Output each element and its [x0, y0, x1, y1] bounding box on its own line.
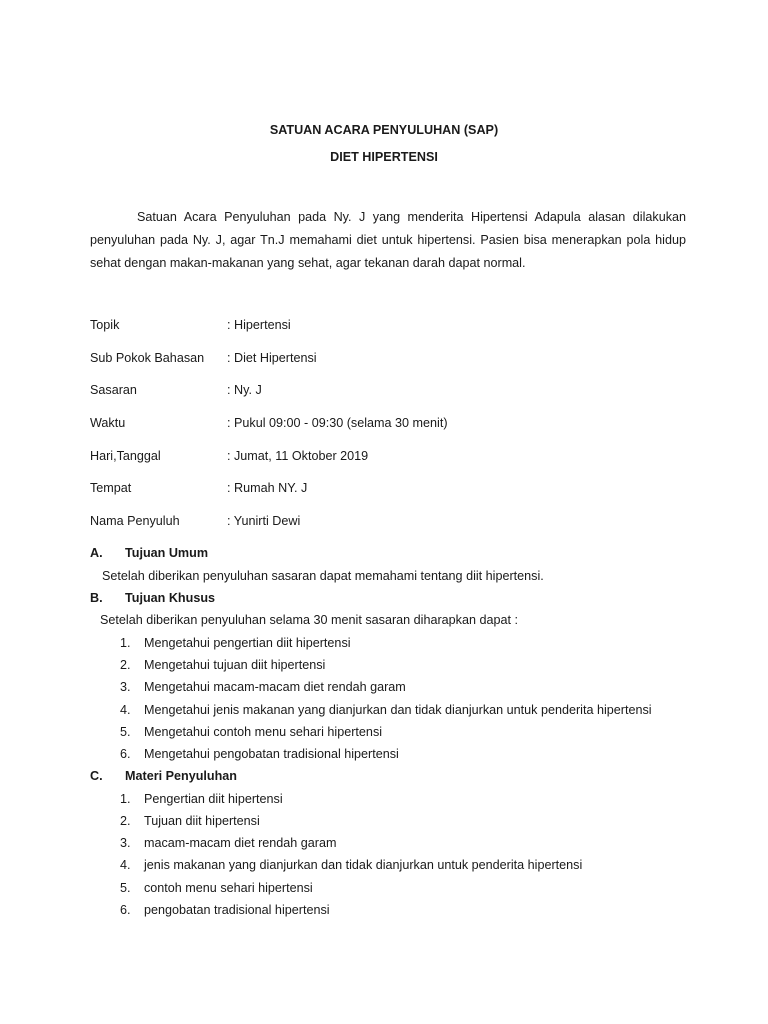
list-number: 3. [120, 680, 131, 694]
info-row-sasaran [90, 383, 262, 401]
section-heading-text: Tujuan Khusus [125, 591, 216, 605]
info-row-hari-tanggal [90, 449, 368, 467]
list-item [120, 881, 313, 895]
list-text: Mengetahui tujuan diit hipertensi [144, 658, 326, 672]
document-subtitle: DIET HIPERTENSI [330, 150, 438, 164]
list-text: Tujuan diit hipertensi [144, 814, 260, 828]
info-value: : Rumah NY. J [227, 481, 308, 495]
info-label: Topik [90, 318, 120, 332]
list-item [120, 725, 382, 739]
list-text: pengobatan tradisional hipertensi [144, 903, 330, 917]
info-row-tempat [90, 481, 307, 499]
info-label: Nama Penyuluh [90, 514, 180, 528]
section-letter: C. [90, 769, 103, 783]
section-letter: B. [90, 591, 103, 605]
info-row-waktu [90, 416, 448, 434]
info-row-nama-penyuluh [90, 514, 300, 532]
list-item [120, 836, 336, 850]
list-text: Mengetahui jenis makanan yang dianjurkan dan tidak dianjurkan untuk penderita hipertensi [144, 703, 652, 717]
info-row-topik [90, 318, 291, 336]
list-item [120, 814, 260, 828]
info-value: : Hipertensi [227, 318, 291, 332]
section-heading-text: Materi Penyuluhan [125, 769, 237, 783]
document-title: SATUAN ACARA PENYULUHAN (SAP) [269, 123, 499, 137]
info-label: Hari,Tanggal [90, 449, 161, 463]
list-number: 2. [120, 658, 131, 672]
list-number: 5. [120, 881, 131, 895]
list-text: jenis makanan yang dianjurkan dan tidak dianjurkan untuk penderita hipertensi [144, 858, 583, 872]
list-number: 6. [120, 903, 131, 917]
info-value: : Diet Hipertensi [227, 351, 317, 365]
list-text: Mengetahui pengobatan tradisional hipertensi [144, 747, 399, 761]
list-text: Mengetahui pengertian diit hipertensi [144, 636, 351, 650]
info-label: Sub Pokok Bahasan [90, 351, 205, 365]
list-item [120, 658, 325, 672]
section-heading-text: Tujuan Umum [125, 546, 209, 560]
list-item [120, 703, 652, 717]
list-item [120, 636, 351, 650]
list-text: Mengetahui macam-macam diet rendah garam [144, 680, 406, 694]
list-text: macam-macam diet rendah garam [144, 836, 337, 850]
list-number: 3. [120, 836, 131, 850]
list-item [120, 903, 330, 917]
intro-paragraph: Satuan Acara Penyuluhan pada Ny. J yang menderita Hipertensi Adapula alasan dilakukan penyuluhan pada Ny. J, agar Tn.J memahami diet untuk hipertensi. Pasien bisa menerapkan pola hidup sehat dengan makan-makanan yang sehat, agar tekanan darah dapat normal. [90, 210, 686, 270]
list-number: 5. [120, 725, 131, 739]
info-label: Tempat [90, 481, 132, 495]
list-item [120, 747, 399, 761]
info-row-sub-pokok-bahasan [90, 351, 317, 369]
info-value: : Yunirti Dewi [227, 514, 301, 528]
list-number: 2. [120, 814, 131, 828]
list-number: 6. [120, 747, 131, 761]
info-value: : Ny. J [227, 383, 262, 397]
list-item [120, 680, 406, 694]
list-text: contoh menu sehari hipertensi [144, 881, 313, 895]
list-item [120, 792, 283, 806]
list-number: 4. [120, 703, 131, 717]
section-b-heading [90, 591, 215, 605]
list-text: Mengetahui contoh menu sehari hipertensi [144, 725, 383, 739]
info-value: : Jumat, 11 Oktober 2019 [227, 449, 369, 463]
list-number: 4. [120, 858, 131, 872]
section-c-heading [90, 769, 237, 783]
info-label: Waktu [90, 416, 126, 430]
list-number: 1. [120, 636, 131, 650]
info-label: Sasaran [90, 383, 137, 397]
list-number: 1. [120, 792, 131, 806]
section-letter: A. [90, 546, 103, 560]
info-value: : Pukul 09:00 - 09:30 (selama 30 menit) [227, 416, 448, 430]
list-item [120, 858, 582, 872]
list-text: Pengertian diit hipertensi [144, 792, 283, 806]
section-b-text: Setelah diberikan penyuluhan selama 30 menit sasaran diharapkan dapat : [100, 613, 518, 627]
section-a-heading [90, 546, 208, 560]
section-a-text: Setelah diberikan penyuluhan sasaran dapat memahami tentang diit hipertensi. [102, 569, 544, 583]
